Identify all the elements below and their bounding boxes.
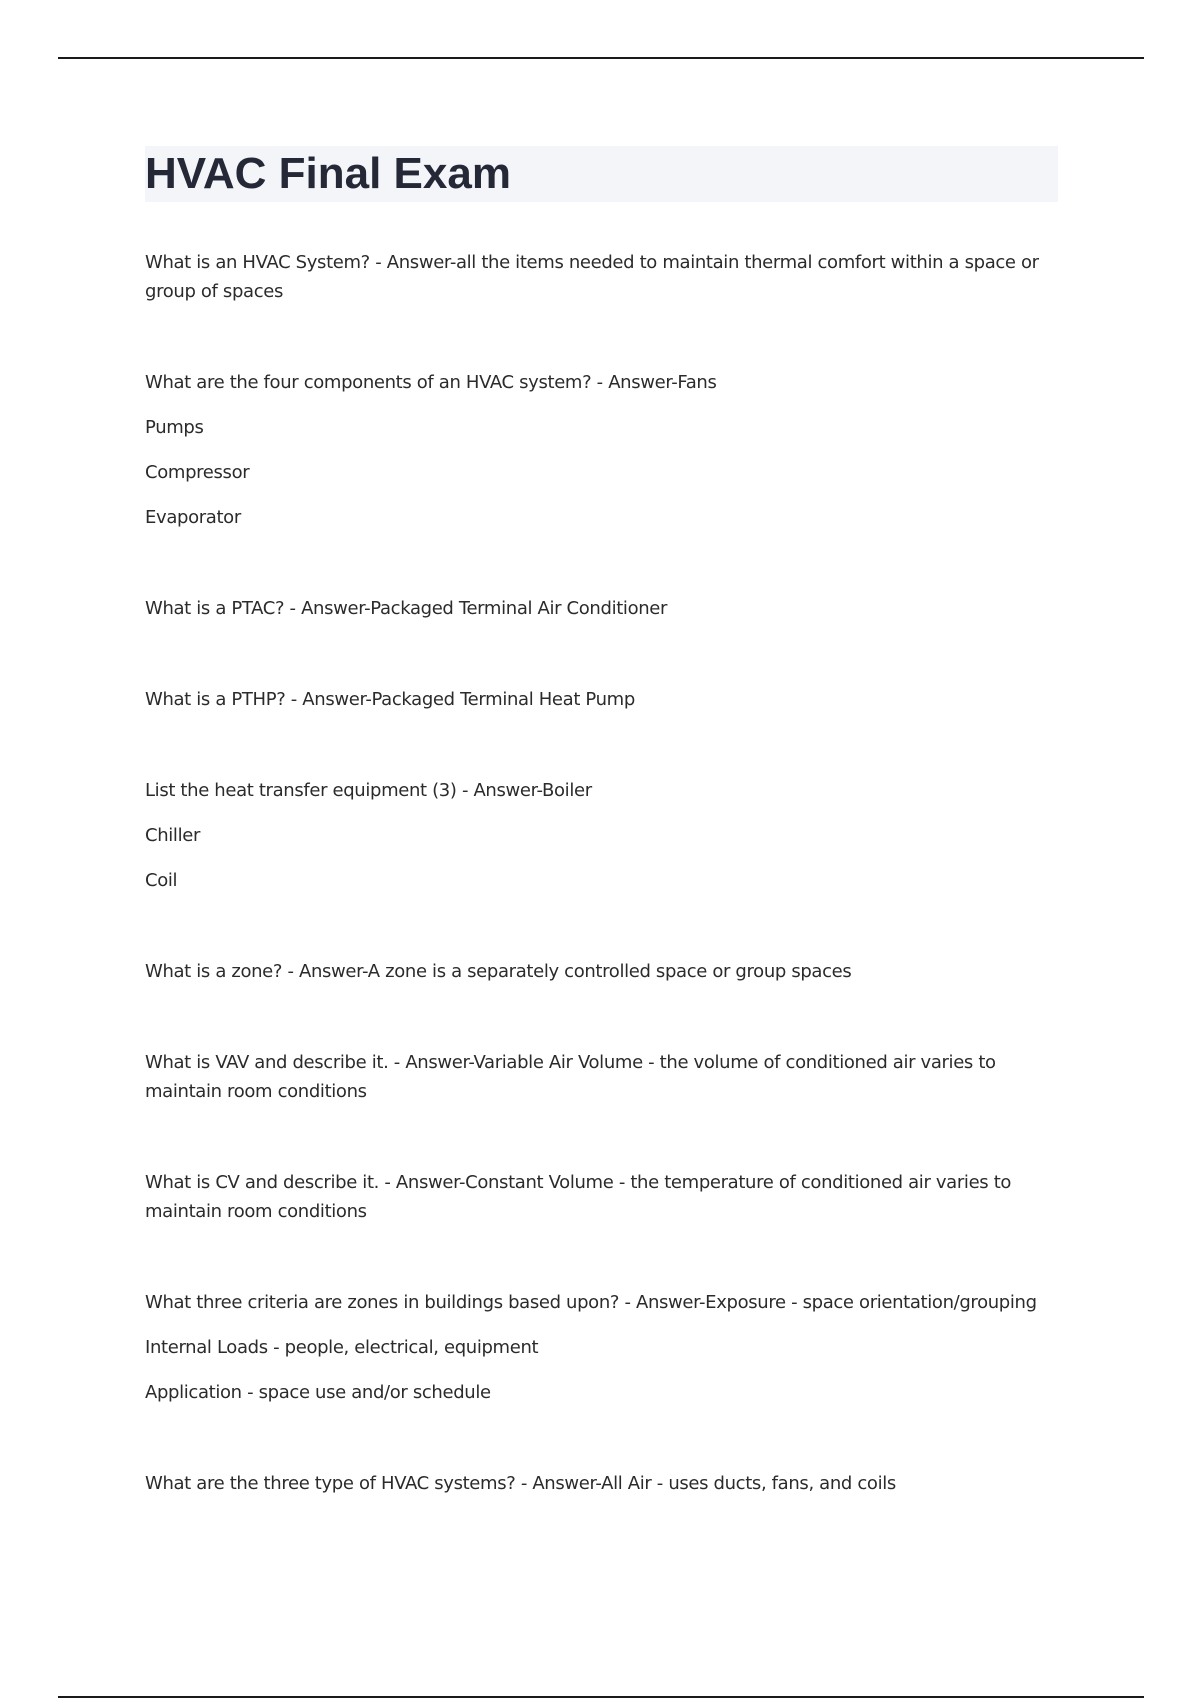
- top-rule: [58, 57, 1144, 59]
- qa-text: List the heat transfer equipment (3) - Answer-Boiler: [145, 780, 592, 801]
- document-body: [145, 146, 1058, 1560]
- qa-text: Application - space use and/or schedule: [145, 1382, 491, 1403]
- qa-text: What is CV and describe it. - Answer-Constant Volume - the temperature of conditioned air varies to maintain room conditions: [145, 1172, 1012, 1222]
- qa-item: [145, 248, 1058, 306]
- qa-text: Evaporator: [145, 507, 241, 528]
- qa-text: What is a PTAC? - Answer-Packaged Terminal Air Conditioner: [145, 598, 668, 619]
- qa-text: What is an HVAC System? - Answer-all the items needed to maintain thermal comfort within a space or group of spaces: [145, 252, 1039, 302]
- qa-text: Pumps: [145, 417, 204, 438]
- qa-item: [145, 594, 1058, 623]
- qa-list: [145, 248, 1058, 1498]
- qa-item: [145, 1288, 1058, 1407]
- title-band: [145, 146, 1058, 202]
- qa-text: What three criteria are zones in buildings based upon? - Answer-Exposure - space orientation/grouping: [145, 1292, 1037, 1313]
- qa-text: What are the four components of an HVAC system? - Answer-Fans: [145, 372, 717, 393]
- qa-text: What is a PTHP? - Answer-Packaged Terminal Heat Pump: [145, 689, 635, 710]
- qa-text: Chiller: [145, 825, 201, 846]
- page-title: HVAC Final Exam: [145, 149, 511, 198]
- qa-item: [145, 685, 1058, 714]
- qa-item: [145, 1168, 1058, 1226]
- qa-text: Internal Loads - people, electrical, equipment: [145, 1337, 539, 1358]
- qa-item: [145, 957, 1058, 986]
- qa-text: Compressor: [145, 462, 250, 483]
- qa-item: [145, 1048, 1058, 1106]
- bottom-rule: [58, 1696, 1144, 1698]
- qa-item: [145, 368, 1058, 532]
- qa-text: What is a zone? - Answer-A zone is a separately controlled space or group spaces: [145, 961, 852, 982]
- qa-item: [145, 1469, 1058, 1498]
- qa-text: What are the three type of HVAC systems? - Answer-All Air - uses ducts, fans, and coils: [145, 1473, 896, 1494]
- qa-text: What is VAV and describe it. - Answer-Variable Air Volume - the volume of conditioned air varies to maintain room conditions: [145, 1052, 996, 1102]
- qa-text: Coil: [145, 870, 178, 891]
- qa-item: [145, 776, 1058, 895]
